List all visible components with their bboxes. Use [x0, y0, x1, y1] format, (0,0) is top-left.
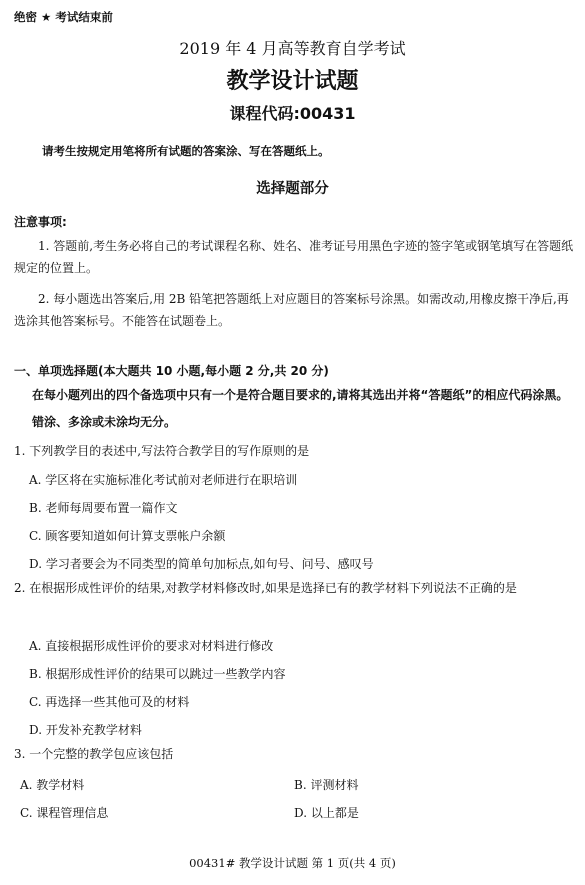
question-option: C. 课程管理信息: [20, 806, 109, 820]
question-option: B. 老师每周要布置一篇作文: [29, 501, 178, 515]
question-option: D. 学习者要会为不同类型的简单句加标点,如句号、问号、感叹号: [29, 557, 374, 571]
exam-session: 2019 年 4 月高等教育自学考试: [179, 39, 406, 58]
question-option: A. 教学材料: [20, 778, 85, 792]
section-title: 选择题部分: [256, 181, 329, 197]
question-option: B. 根据形成性评价的结果可以跳过一些教学内容: [29, 667, 286, 681]
answer-instruction: 请考生按规定用笔将所有试题的答案涂、写在答题纸上。: [42, 144, 330, 158]
notes-heading: 注意事项:: [14, 215, 67, 229]
exam-title: 教学设计试题: [226, 69, 359, 94]
question-stem: 2. 在根据形成性评价的结果,对教学材料修改时,如果是选择已有的教学材料下列说法不正确的是: [14, 581, 517, 595]
question-option: B. 评测材料: [294, 778, 359, 792]
page-footer: 00431# 教学设计试题 第 1 页(共 4 页): [189, 856, 396, 870]
note-item: 2. 每小题选出答案后,用 2B 铅笔把答题纸上对应题目的答案标号涂黑。如需改动,用橡皮擦干净后,再选涂其他答案标号。不能答在试题卷上。: [14, 292, 569, 328]
question-option: D. 以上都是: [294, 806, 359, 820]
question-option: C. 再选择一些其他可及的材料: [29, 695, 190, 709]
question-option: A. 学区将在实施标准化考试前对老师进行在职培训: [29, 473, 298, 487]
course-code: 课程代码:00431: [229, 104, 356, 123]
note-item: 1. 答题前,考生务必将自己的考试课程名称、姓名、准考证号用黑色字迹的签字笔或钢笔填写在答题纸规定的位置上。: [14, 239, 574, 275]
question-option: D. 开发补充教学材料: [29, 723, 142, 737]
question-option: C. 顾客要知道如何计算支票帐户余额: [29, 529, 226, 543]
confidential-label: 绝密 ★ 考试结束前: [14, 10, 113, 24]
question-stem: 3. 一个完整的教学包应该包括: [14, 747, 174, 761]
part1-instruction: 在每小题列出的四个备选项中只有一个是符合题目要求的,请将其选出并将“答题纸”的相应代码涂黑。错涂、多涂或未涂均无分。: [32, 388, 569, 429]
part1-heading: 一、单项选择题(本大题共 10 小题,每小题 2 分,共 20 分): [14, 364, 329, 378]
question-option: A. 直接根据形成性评价的要求对材料进行修改: [29, 639, 274, 653]
question-stem: 1. 下列教学目的表述中,写法符合教学目的写作原则的是: [14, 444, 310, 458]
